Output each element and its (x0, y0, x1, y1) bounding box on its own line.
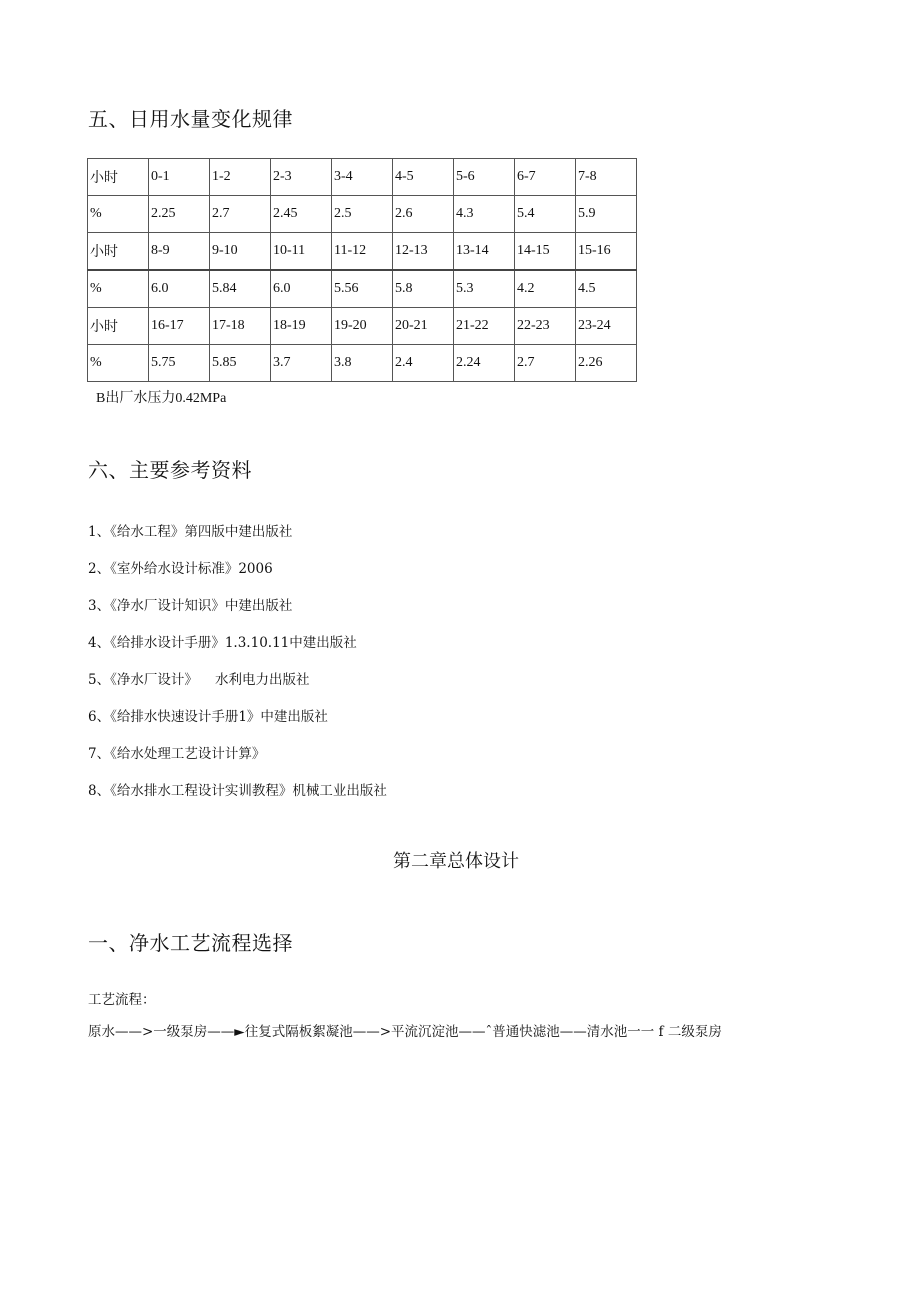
table-cell: 10-11 (271, 233, 332, 271)
table-cell: 2.25 (149, 196, 210, 233)
table-cell: 4.5 (576, 270, 637, 308)
table-cell: 23-24 (576, 308, 637, 345)
table-row (88, 270, 637, 308)
table-cell: 15-16 (576, 233, 637, 271)
table-cell: 14-15 (515, 233, 576, 271)
table-cell: 5.75 (149, 345, 210, 382)
section-1-heading: 一、净水工艺流程选择 (88, 931, 293, 955)
table-cell: 19-20 (332, 308, 393, 345)
pressure-note: B出厂水压力0.42MPa (96, 391, 227, 406)
table-cell: 2.6 (393, 196, 454, 233)
table-cell: 6.0 (149, 270, 210, 308)
table-cell: 5.9 (576, 196, 637, 233)
table-row (88, 196, 637, 233)
table-cell: 16-17 (149, 308, 210, 345)
reference-item: 2、《室外给水设计标准》2006 (88, 561, 273, 577)
table-cell: 5.4 (515, 196, 576, 233)
table-cell: 3-4 (332, 159, 393, 196)
reference-item: 3、《净水厂设计知识》中建出版社 (88, 598, 293, 614)
table-cell: 2.26 (576, 345, 637, 382)
process-flow-text: 原水——>一级泵房——►往复式隔板絮凝池——>平流沉淀池——ˆ普通快滤池——清水池一一 f 二级泵房 (88, 1024, 722, 1040)
table-cell: 22-23 (515, 308, 576, 345)
table-cell: 2.4 (393, 345, 454, 382)
reference-item: 7、《给水处理工艺设计计算》 (88, 746, 266, 762)
table-cell: 0-1 (149, 159, 210, 196)
reference-item: 4、《给排水设计手册》1.3.10.11中建出版社 (88, 635, 357, 651)
row-label-cell: % (88, 270, 149, 308)
table-cell: 4.2 (515, 270, 576, 308)
table-cell: 4-5 (393, 159, 454, 196)
table-cell: 12-13 (393, 233, 454, 271)
table-cell: 5.84 (210, 270, 271, 308)
table-cell: 5.8 (393, 270, 454, 308)
reference-item: 8、《给水排水工程设计实训教程》机械工业出版社 (88, 783, 387, 799)
table-cell: 6.0 (271, 270, 332, 308)
table-cell: 8-9 (149, 233, 210, 271)
table-cell: 17-18 (210, 308, 271, 345)
table-row (88, 345, 637, 382)
reference-item: 1、《给水工程》第四版中建出版社 (88, 524, 293, 540)
table-cell: 5-6 (454, 159, 515, 196)
row-label-cell: % (88, 345, 149, 382)
table-cell: 5.3 (454, 270, 515, 308)
table-cell: 2.45 (271, 196, 332, 233)
table-cell: 3.7 (271, 345, 332, 382)
table-cell: 21-22 (454, 308, 515, 345)
table-cell: 11-12 (332, 233, 393, 271)
table-row (88, 233, 637, 271)
reference-item: 5、《净水厂设计》 水利电力出版社 (88, 672, 310, 688)
flow-label: 工艺流程： (88, 992, 156, 1008)
table-cell: 1-2 (210, 159, 271, 196)
table-cell: 2.7 (515, 345, 576, 382)
section-5-heading: 五、日用水量变化规律 (88, 107, 293, 131)
table-cell: 3.8 (332, 345, 393, 382)
table-row (88, 159, 637, 196)
table-cell: 20-21 (393, 308, 454, 345)
row-label-cell: 小时 (88, 159, 149, 196)
table-cell: 13-14 (454, 233, 515, 271)
table-cell: 7-8 (576, 159, 637, 196)
row-label-cell: % (88, 196, 149, 233)
section-6-heading: 六、主要参考资料 (88, 458, 252, 482)
reference-list (88, 520, 387, 816)
table-cell: 2-3 (271, 159, 332, 196)
table-cell: 6-7 (515, 159, 576, 196)
table-cell: 4.3 (454, 196, 515, 233)
chapter-2-title: 第二章总体设计 (393, 851, 519, 872)
hourly-usage-table (87, 158, 637, 382)
table-row (88, 308, 637, 345)
table-cell: 2.24 (454, 345, 515, 382)
table-cell: 5.56 (332, 270, 393, 308)
table-cell: 9-10 (210, 233, 271, 271)
table-cell: 5.85 (210, 345, 271, 382)
reference-item: 6、《给排水快速设计手册1》中建出版社 (88, 709, 328, 725)
table-cell: 18-19 (271, 308, 332, 345)
row-label-cell: 小时 (88, 308, 149, 345)
row-label-cell: 小时 (88, 233, 149, 271)
table-cell: 2.5 (332, 196, 393, 233)
table-cell: 2.7 (210, 196, 271, 233)
